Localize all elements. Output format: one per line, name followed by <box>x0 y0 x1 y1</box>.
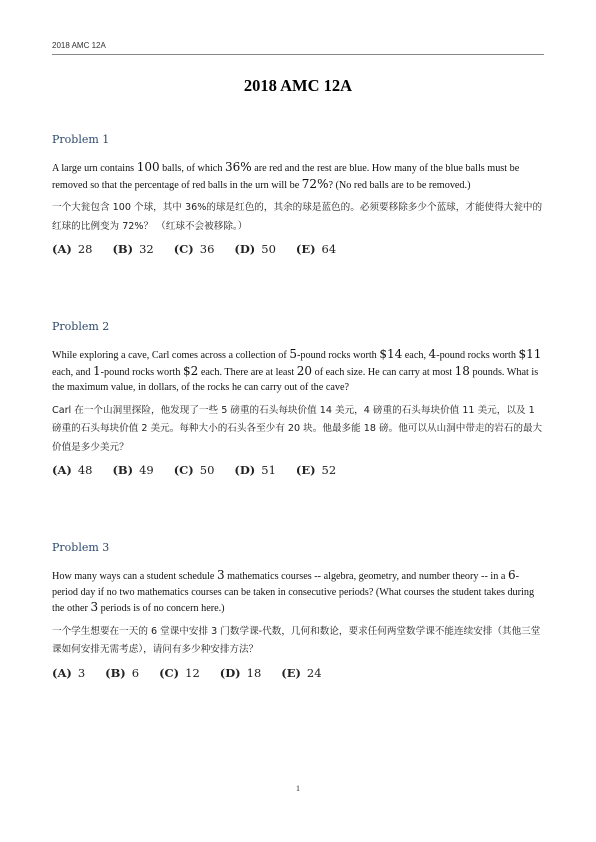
choice-value: 18 <box>246 665 262 680</box>
statement-text: balls, of which <box>159 163 225 174</box>
math-value: 6 <box>507 568 516 582</box>
math-value: $11 <box>518 347 542 361</box>
choice-value: 52 <box>321 463 337 478</box>
answer-choice <box>296 242 336 256</box>
statement-text: How many ways can a student schedule <box>52 571 217 582</box>
answer-choice <box>296 463 336 477</box>
problem-statement-en <box>52 568 544 617</box>
answer-choices <box>52 463 544 477</box>
problem-2 <box>52 320 544 477</box>
choice-letter: (C) <box>173 242 194 257</box>
choice-letter: (D) <box>219 665 241 680</box>
answer-choice <box>52 242 92 256</box>
choice-letter: (B) <box>112 463 134 478</box>
statement-text: While exploring a cave, Carl comes across a collection of <box>52 350 290 361</box>
math-value: 100 <box>136 160 160 174</box>
running-header: 2018 AMC 12A <box>52 41 106 50</box>
math-value: 18 <box>454 363 470 378</box>
choice-value: 12 <box>185 665 200 680</box>
answer-choice <box>105 666 139 680</box>
math-value: 20 <box>296 363 313 378</box>
statement-text: are red and the rest are blue. How many of the blue balls must be removed so that the percentage of red balls in the urn will be <box>52 163 520 191</box>
choice-value: 50 <box>261 242 276 257</box>
math-value: $2 <box>183 363 199 378</box>
choice-letter: (C) <box>159 665 180 680</box>
statement-text: -pound rocks worth <box>296 350 380 361</box>
statement-text: ? (No red balls are to be removed.) <box>328 179 471 191</box>
statement-text: periods is of no concern here.) <box>98 603 225 615</box>
problem-3 <box>52 541 544 680</box>
choice-letter: (A) <box>52 242 72 257</box>
choice-value: 24 <box>306 665 322 680</box>
statement-text: each, <box>402 350 429 361</box>
answer-choice <box>234 242 276 256</box>
choice-value: 51 <box>261 463 276 478</box>
choice-letter: (A) <box>52 463 72 478</box>
page-number: 1 <box>295 783 301 793</box>
math-value: 4 <box>428 347 437 361</box>
math-value: 1 <box>93 363 101 378</box>
problem-statement-zh: 一个大瓮包含 100 个球，其中 36%的球是红色的，其余的球是蓝色的。必须要移除多少个蓝球，才能使得大瓮中的红球的比例变为 72%？ （红球不会被移除。） <box>52 202 543 232</box>
math-value: 3 <box>90 600 99 615</box>
statement-text: each, and <box>52 366 94 378</box>
statement-text: -period day if no two mathematics courses can be taken in consecutive periods? (What courses the student takes during the other <box>52 571 535 615</box>
problem-statement-en <box>52 160 544 193</box>
statement-text: -pound rocks worth <box>100 366 183 378</box>
statement-text: each. There are at least <box>198 366 297 378</box>
choice-value: 3 <box>77 665 86 680</box>
document-title: 2018 AMC 12A <box>243 76 353 95</box>
choice-value: 50 <box>199 463 215 478</box>
choice-letter: (E) <box>281 665 301 680</box>
choice-value: 49 <box>139 463 154 478</box>
choice-letter: (D) <box>234 242 256 257</box>
choice-letter: (C) <box>173 463 194 478</box>
answer-choice <box>234 463 276 477</box>
answer-choice <box>112 242 153 256</box>
math-value: $14 <box>379 347 403 361</box>
answer-choice <box>52 666 85 680</box>
math-value: 5 <box>289 347 297 361</box>
choice-letter: (A) <box>52 665 72 680</box>
answer-choice <box>174 463 215 477</box>
choice-value: 28 <box>77 242 93 257</box>
statement-text: pounds. What is the maximum value, in dollars, of the rocks he can carry out of the cave? <box>52 366 539 394</box>
choice-letter: (B) <box>105 665 126 680</box>
statement-text: -pound rocks worth <box>436 350 519 361</box>
problem-statement-en <box>52 347 544 396</box>
choice-value: 64 <box>321 242 337 257</box>
problem-statement-zh: Carl 在一个山洞里探险，他发现了一些 5 磅重的石头每块价值 14 美元，4 磅重的石头每块价值 11 美元，以及 1 磅重的石头每块价值 2 美元。每种大小的石头各至少有 20 块。他最多能 18 磅。他可以从山洞中带走的岩石的最大价值是多少美元？ <box>52 404 543 453</box>
answer-choice <box>220 666 262 680</box>
answer-choice <box>174 242 215 256</box>
answer-choice <box>281 666 321 680</box>
choice-value: 32 <box>139 242 154 257</box>
header-rule <box>52 54 544 55</box>
math-value: 36% <box>224 160 252 174</box>
answer-choice <box>112 463 153 477</box>
statement-text: A large urn contains <box>52 163 137 174</box>
problem-heading: Problem 1 <box>52 133 110 146</box>
problem-heading: Problem 2 <box>52 320 110 333</box>
answer-choices <box>52 242 544 256</box>
answer-choice <box>52 463 92 477</box>
answer-choices <box>52 666 544 680</box>
statement-text: of each size. He can carry at most <box>312 366 455 378</box>
problem-1 <box>52 133 544 256</box>
choice-value: 48 <box>77 463 93 478</box>
math-value: 3 <box>216 568 225 582</box>
problem-statement-zh: 一个学生想要在一天的 6 堂课中安排 3 门数学课-代数，几何和数论，要求任何两堂数学课不能连续安排（其他三堂课如何安排无需考虑），请问有多少种安排方法？ <box>52 625 541 656</box>
choice-value: 6 <box>131 665 140 680</box>
choice-letter: (E) <box>295 463 316 478</box>
math-value: 72% <box>301 176 329 191</box>
choice-letter: (B) <box>112 242 134 257</box>
statement-text: mathematics courses -- algebra, geometry, and number theory -- in a <box>224 571 508 582</box>
problem-heading: Problem 3 <box>52 541 110 554</box>
choice-value: 36 <box>199 242 215 257</box>
choice-letter: (E) <box>295 242 316 257</box>
choice-letter: (D) <box>234 463 256 478</box>
answer-choice <box>159 666 200 680</box>
